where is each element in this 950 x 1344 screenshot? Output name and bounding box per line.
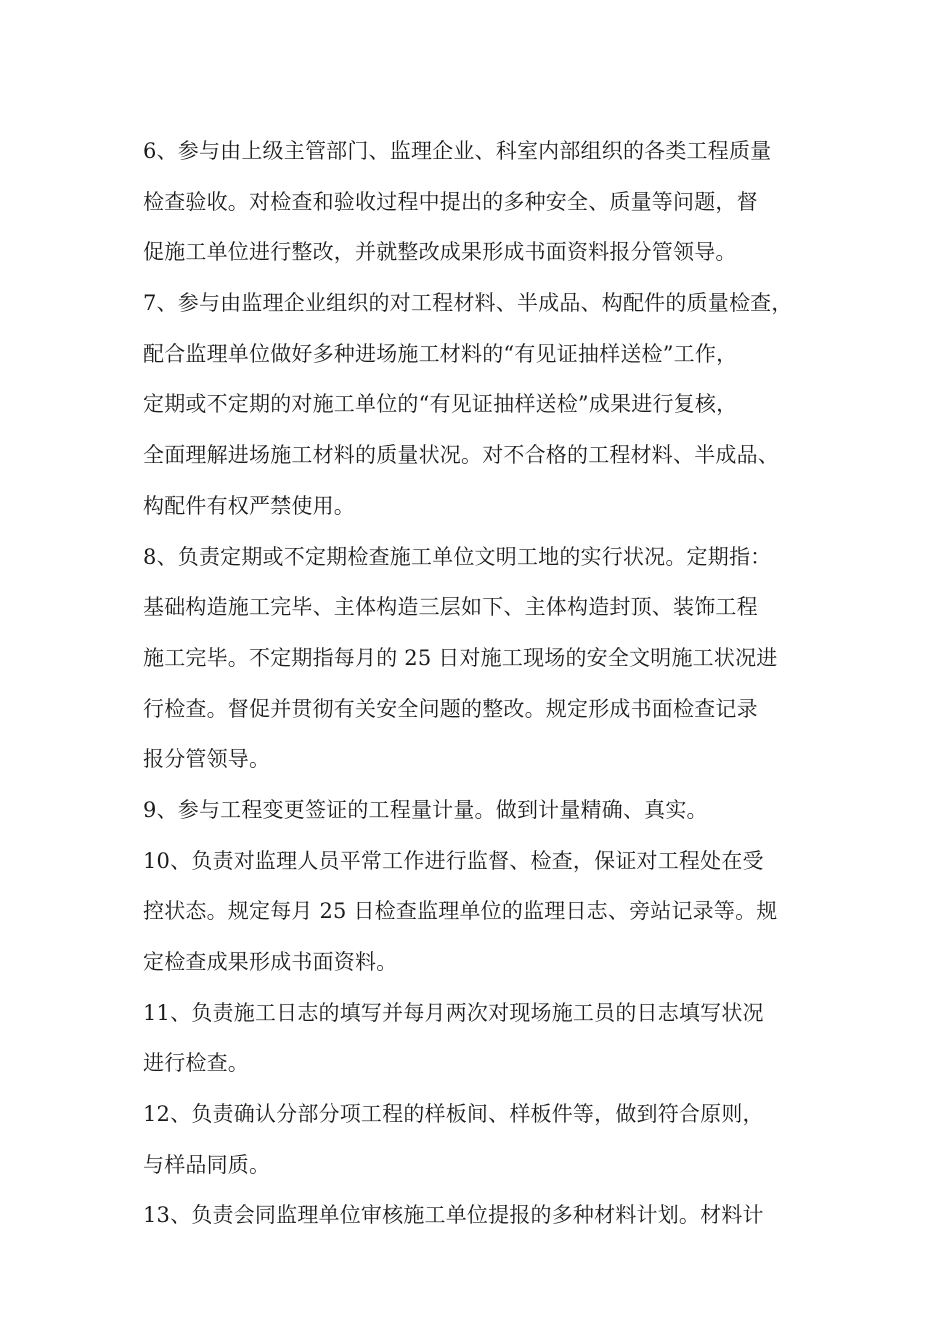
text-line: 构配件有权严禁使用。	[143, 493, 355, 518]
text-line: 7、参与由监理企业组织的对工程材料、半成品、构配件的质量检查，	[143, 291, 793, 316]
text-line: 施工完毕。不定期指每月的 25 日对施工现场的安全文明施工状况进	[143, 645, 778, 670]
text-line: 促施工单位进行整改，并就整改成果形成书面资料报分管领导。	[143, 240, 737, 265]
text-line: 基础构造施工完毕、主体构造三层如下、主体构造封顶、装饰工程	[143, 595, 758, 620]
text-line: 6、参与由上级主管部门、监理企业、科室内部组织的各类工程质量	[143, 139, 772, 163]
text-line: 8、负责定期或不定期检查施工单位文明工地的实行状况。定期指：	[143, 544, 772, 569]
text-line: 13、负责会同监理单位审核施工单位提报的多种材料计划。材料计	[143, 1203, 764, 1228]
document-body	[143, 126, 833, 1241]
text-line: 报分管领导。	[143, 747, 271, 772]
text-line: 9、参与工程变更签证的工程量计量。做到计量精确、真实。	[143, 797, 708, 822]
text-line: 10、负责对监理人员平常工作进行监督、检查，保证对工程处在受	[143, 848, 764, 873]
text-line: 控状态。规定每月 25 日检查监理单位的监理日志、旁站记录等。规	[143, 899, 778, 924]
text-line: 进行检查。	[143, 1051, 249, 1076]
text-line: 行检查。督促并贯彻有关安全问题的整改。规定形成书面检查记录	[143, 696, 758, 721]
text-line: 11、负责施工日志的填写并每月两次对现场施工员的日志填写状况	[143, 1000, 764, 1025]
text-line: 定期或不定期的对施工单位的“有见证抽样送检”成果进行复核，	[143, 392, 738, 417]
text-line: 定检查成果形成书面资料。	[143, 950, 398, 974]
text-line: 与样品同质。	[143, 1152, 271, 1177]
text-line: 配合监理单位做好多种进场施工材料的“有见证抽样送检”工作，	[143, 341, 738, 366]
text-line: 12、负责确认分部分项工程的样板间、样板件等，做到符合原则，	[143, 1102, 764, 1127]
text-line: 全面理解进场施工材料的质量状况。对不合格的工程材料、半成品、	[143, 443, 779, 468]
text-line: 检查验收。对检查和验收过程中提出的多种安全、质量等问题，督	[143, 189, 758, 214]
